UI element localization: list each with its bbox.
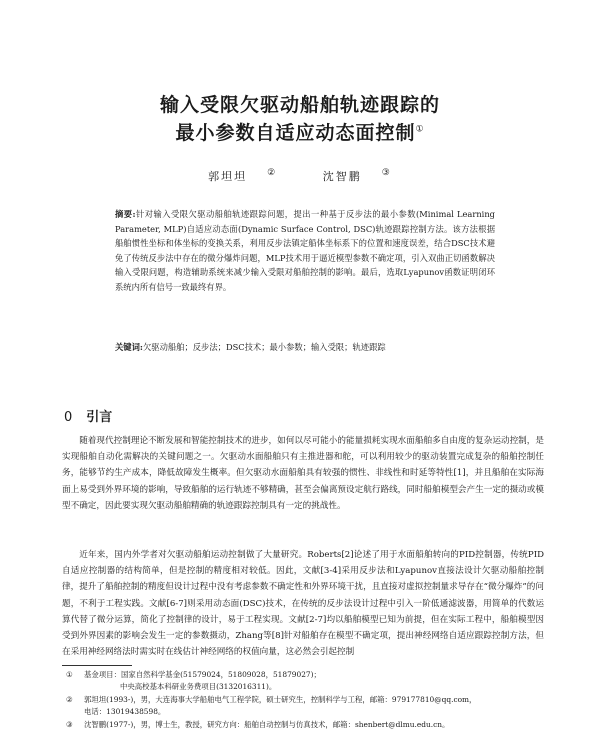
- author-list: [0, 168, 600, 184]
- paper-title-line-1: 输入受限欠驱动船舶轨迹跟踪的: [159, 94, 440, 116]
- title-footnote-marker: ①: [415, 124, 425, 135]
- author: 郭坦坦 ②: [208, 168, 278, 183]
- body-paragraph: 随着现代控制理论不断发展和智能控制技术的进步，如何以尽可能小的能量损耗实现水面船舶多自由度的复杂运动控制，是实现船舶自动化需解决的关键问题之一。欠驱动水面船舶只有主推进器和舵，可以利用较少的驱动装置完成复杂的船舶控制任务，能够节约生产成本，降低故障发生概率。但欠驱动水面船舶具有较强的惯性、非线性和时延等特性[1]，并且船舶在实际海面上易受到外界环境的影响，导致船舶的运行轨迹不够精确，甚至会偏离预设定航行路线，同时船舶模型会产生一定的摄动或模型不确定，因此要实现欠驱动船舶精确的轨迹跟踪控制具有一定的挑战性。: [62, 436, 544, 511]
- abstract: [115, 207, 495, 295]
- footnote: ① 基金项目：国家自然科学基金(51579024，51809028，51879027)； 中央高校基本科研业务费项目(3132016311)。: [66, 670, 321, 692]
- footnote: ③ 沈智鹏(1977-)，男，博士生，教授，研究方向：船舶自动控制与仿真技术，邮箱：shenbert@dlmu.edu.cn。: [62, 719, 552, 731]
- footnote-marker: ②: [66, 694, 73, 704]
- section-heading: [64, 406, 112, 425]
- keywords: [115, 340, 495, 354]
- section-number: 0: [64, 410, 73, 425]
- footnote-divider: [62, 665, 132, 666]
- footnote-marker: ③: [66, 719, 73, 729]
- paper-title-line-2: 最小参数自适应动态面控制①: [175, 122, 425, 144]
- footnote: ② 郭坦坦(1993-)，男，大连海事大学船舶电气工程学院，硕士研究生，控制科学与工程，邮箱：979177810@qq.com， 电话：13019438598。: [66, 694, 477, 717]
- body-paragraph: 近年来，国内外学者对欠驱动船舶运动控制做了大量研究。Roberts[2]论述了用于水面船舶转向的PID控制器，传统PID自适应控制器的结构简单，但是控制的精度相对较低。因此，文献[3-4]采用反步法和Lyapunov直接法设计欠驱动船舶控制律，提升了船舶控制的精度但设计过程中没有考虑参数不确定性和外界环境干扰，且直接对虚拟控制量求导存在“微分爆炸”的问题，不利于工程实践。文献[6-7]则采用动态面(DSC)技术，在传统的反步法设计过程中引入一阶低通滤波器，用简单的代数运算代替了微分运算，简化了控制律的设计，易于工程实现。文献[2-7]均以船舶模型已知为前提，但在实际工程中，船舶模型因受到外界因素的影响会发生一定的参数摄动，Zhang等[8]针对船舶存在模型不确定项，提出神经网络自适应跟踪控制方法，但在采用神经网络法时需实时在线估计神经网络的权值向量，这必然会引起控制: [62, 550, 544, 658]
- footnote-marker: ①: [66, 670, 73, 679]
- keywords-text: 欠驱动船舶；反步法；DSC技术；最小参数；输入受限；轨迹跟踪: [142, 342, 386, 352]
- author: 沈智鹏 ③: [322, 168, 392, 183]
- abstract-label: 摘要:: [115, 209, 136, 219]
- abstract-text: 针对输入受限欠驱动船舶轨迹跟踪问题，提出一种基于反步法的最小参数(Minimal Learning Parameter, MLP)自适应动态面(Dynamic Surface Control, DSC)轨迹跟踪控制方法。该方法根据船舶惯性坐标和体坐标的变换关系，利用反步法镇定船体坐标系下的位置和速度误差，结合DSC技术避免了传统反步法中存在的微分爆炸问题，MLP技术用于逼近模型参数不确定项，引入双曲正切函数解决输入受限问题，构造辅助系统来减少输入受限对船舶控制的影响。最后，选取Lyapunov函数证明闭环系统内所有信号一致最终有界。: [115, 209, 495, 292]
- keywords-label: 关键词:: [115, 342, 143, 352]
- footnotes: [62, 669, 552, 731]
- section-title: 引言: [86, 410, 113, 425]
